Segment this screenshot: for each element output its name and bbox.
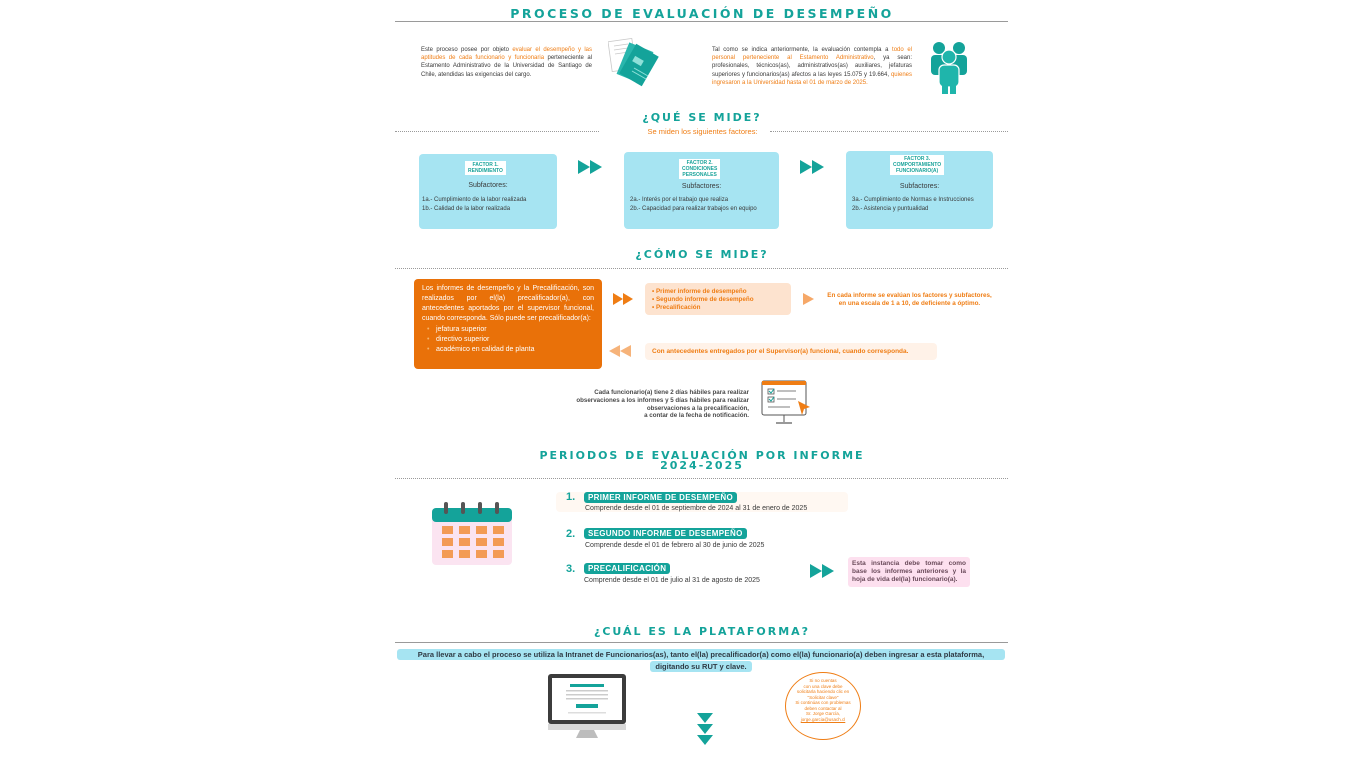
- observations-text: Cada funcionario(a) tiene 2 días hábiles para realizar observaciones a los informes y 5 días hábiles para realizar observaciones a la precalificación, a contar de la fecha de notificación.: [576, 389, 749, 420]
- monitor-intranet-icon[interactable]: [546, 672, 628, 740]
- triple-arrow-down-icon: [697, 713, 713, 747]
- period-1-label: PRIMER INFORME DE DESEMPEÑO: [584, 492, 737, 503]
- double-arrow-left-icon: [609, 345, 633, 357]
- factor-2-items: 2a.- Interés por el trabajo que realiza 2b.- Capacidad para realizar trabajos en equipo: [630, 197, 757, 212]
- plataforma-line-1: Para llevar a cabo el proceso se utiliza la Intranet de Funcionarios(as), tanto el(la) precalificador(a) como el(la) funcionario(a) deben ingresar a esta plataforma,: [397, 649, 1005, 660]
- double-arrow-right-icon: [613, 293, 635, 305]
- supervisor-note: Con antecedentes entregados por el Supervisor(a) funcional, cuando corresponda.: [652, 348, 909, 355]
- double-arrow-icon: [810, 564, 836, 578]
- title-divider: [395, 21, 1008, 22]
- que-se-mide-divider-right: [770, 131, 1008, 132]
- factor-1-tag: FACTOR 1. RENDIMIENTO: [465, 161, 506, 175]
- section-como-se-mide-title: ¿CÓMO SE MIDE?: [635, 248, 769, 261]
- double-arrow-icon: [578, 160, 604, 174]
- arrow-right-icon: [803, 293, 815, 305]
- factor-card-1: [419, 154, 557, 229]
- calendar-icon: [431, 502, 513, 566]
- factor-card-2: [624, 152, 779, 229]
- period-2-number: 2.: [566, 528, 576, 540]
- period-3-number: 3.: [566, 563, 576, 575]
- documents-icon: [608, 36, 666, 92]
- factor-3-tag: FACTOR 3. COMPORTAMIENTO FUNCIONARIO(A): [890, 155, 944, 175]
- factor-3-subtitle: Subfactores:: [899, 183, 940, 190]
- factor-1-items: 1a.- Cumplimiento de la labor realizada 1b.- Calidad de la labor realizada: [422, 197, 527, 212]
- factor-card-3: [846, 151, 993, 229]
- factor-2-subtitle: Subfactores:: [681, 183, 722, 190]
- period-2-desc: Comprende desde el 01 de febrero al 30 de junio de 2025: [585, 542, 765, 549]
- list-item: • académico en calidad de planta: [422, 345, 594, 355]
- period-3-label: PRECALIFICACIÓN: [584, 563, 670, 574]
- como-se-mide-divider: [395, 268, 1008, 269]
- reports-box: [645, 283, 791, 315]
- checklist-monitor-icon: [760, 379, 812, 425]
- list-item: • Precalificación: [652, 304, 701, 311]
- period-2-label: SEGUNDO INFORME DE DESEMPEÑO: [584, 528, 747, 539]
- clave-help-circle: Si no cuentas con una clave debe solicitarla haciendo clic en "Solicitar clave" Si continúas con problemas deben contactar al Sr. Jorge García, jorge.garcia@usach.cl: [785, 672, 861, 740]
- list-item: • jefatura superior: [422, 325, 594, 335]
- people-icon: [929, 40, 969, 95]
- scale-text: En cada informe se evalúan los factores y subfactores, en una escala de 1 a 10, de deficiente a óptimo.: [827, 292, 992, 307]
- precalificador-box: [414, 279, 602, 369]
- factor-2-tag: FACTOR 2. CONDICIONES PERSONALES: [679, 159, 720, 179]
- section-periodos-title: PERIODOS DE EVALUACIÓN POR INFORME 2024-2025: [539, 449, 865, 472]
- precalificador-text: Los informes de desempeño y la Precalificación, son realizados por el(la) precalificador(a), con antecedentes aportados por el supervisor funcional, cuando corresponda. Sólo puede ser precalificador(a):: [422, 285, 594, 322]
- period-1-desc: Comprende desde el 01 de septiembre de 2024 al 31 de enero de 2025: [585, 505, 808, 512]
- factor-1-subtitle: Subfactores:: [468, 182, 508, 189]
- list-item: • directivo superior: [422, 335, 594, 345]
- period-1-number: 1.: [566, 491, 576, 503]
- double-arrow-icon: [800, 160, 826, 174]
- period-3-desc: Comprende desde el 01 de julio al 31 de agosto de 2025: [584, 577, 760, 584]
- plataforma-divider: [395, 642, 1008, 643]
- precalificacion-note: Esta instancia debe tomar como base los informes anteriores y la hoja de vida del(la) funcionario(a).: [848, 557, 970, 587]
- section-plataforma-title: ¿CUÁL ES LA PLATAFORMA?: [593, 625, 811, 638]
- intro-left-text: Este proceso posee por objeto evaluar el desempeño y las aptitudes de cada funcionario y funcionaria perteneciente al Estamento Administrativo de la Universidad de Santiago de Chile, atendidas las exigencias del cargo.: [421, 47, 592, 78]
- page-title: PROCESO DE EVALUACIÓN DE DESEMPEÑO: [510, 6, 894, 21]
- factor-3-items: 3a.- Cumplimiento de Normas e Instrucciones 2b.- Asistencia y puntualidad: [852, 197, 974, 212]
- periodos-divider: [395, 478, 1008, 479]
- que-se-mide-divider-left: [395, 131, 635, 132]
- contact-email-link[interactable]: jorge.garcia@usach.cl: [800, 716, 846, 722]
- precalificador-list: [422, 325, 594, 355]
- que-se-mide-subtitle: Se miden los siguientes factores:: [600, 127, 805, 136]
- intro-right-text: Tal como se indica anteriormente, la evaluación contempla a todo el personal perteneciente al Estamento Administrativo, ya sean: profesionales, técnicos(as), administrativos(as) auxiliares, jefaturas superiores y funcionarios(as) afectos a las leyes 15.075 y 19.664, quienes ingresaron a la Universidad hasta el 01 de marzo de 2025.: [712, 47, 913, 86]
- list-item: • Segundo informe de desempeño: [652, 296, 754, 303]
- supervisor-note-box: [645, 343, 937, 360]
- list-item: • Primer informe de desempeño: [652, 288, 747, 295]
- plataforma-line-2: digitando su RUT y clave.: [650, 661, 752, 672]
- section-que-se-mide-title: ¿QUÉ SE MIDE?: [642, 111, 762, 124]
